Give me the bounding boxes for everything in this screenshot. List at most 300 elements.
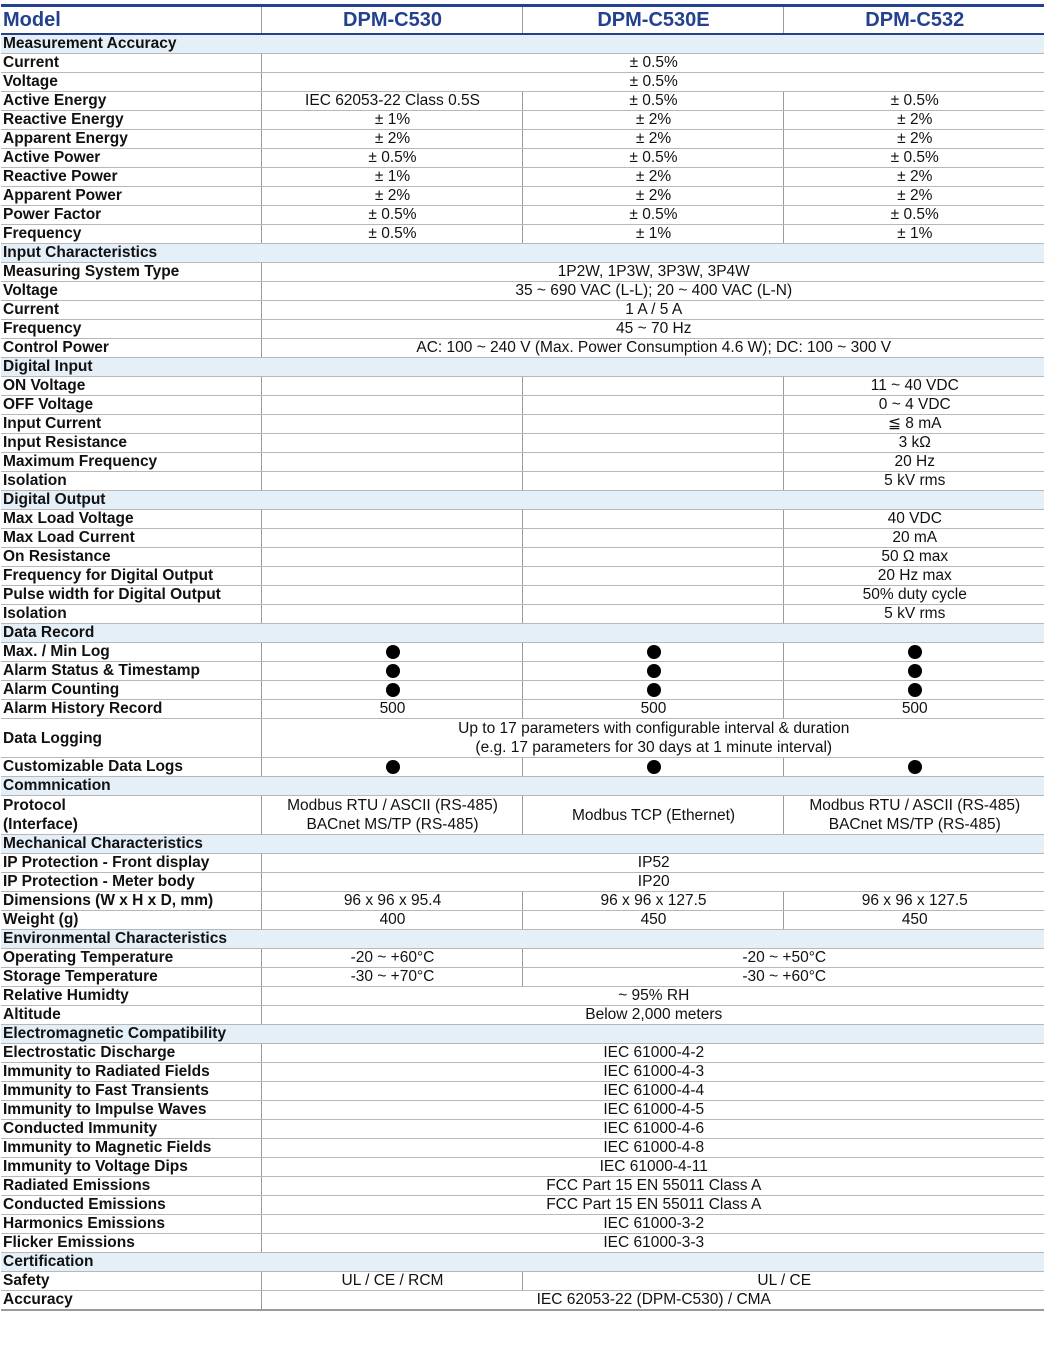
spec-value	[783, 453, 1044, 472]
spec-label-text: Frequency	[3, 320, 82, 337]
spec-value-text: 500	[901, 700, 928, 717]
spec-value	[261, 529, 522, 548]
spec-value	[783, 472, 1044, 491]
spec-row	[1, 510, 1044, 529]
spec-value	[261, 1291, 1044, 1311]
spec-value	[261, 605, 522, 624]
spec-label-text: Max. / Min Log	[3, 643, 110, 660]
spec-value	[261, 1082, 1044, 1101]
spec-value	[783, 892, 1044, 911]
spec-value	[522, 567, 783, 586]
spec-label-text: Power Factor	[3, 206, 102, 223]
spec-label-text: Protocol	[3, 797, 66, 814]
spec-label-text: Electrostatic Discharge	[3, 1044, 176, 1061]
spec-value	[783, 415, 1044, 434]
spec-label-text: Control Power	[3, 339, 109, 356]
supported-dot-icon	[908, 760, 922, 774]
spec-label	[1, 892, 261, 911]
spec-label	[1, 567, 261, 586]
spec-row	[1, 1215, 1044, 1234]
spec-value	[783, 225, 1044, 244]
spec-label-text: Harmonics Emissions	[3, 1215, 165, 1232]
spec-value	[783, 130, 1044, 149]
spec-row	[1, 415, 1044, 434]
spec-value	[261, 1272, 522, 1291]
spec-value	[261, 892, 522, 911]
spec-value-text: UL / CE	[757, 1272, 812, 1289]
spec-value-text: ± 2%	[635, 187, 672, 204]
supported-dot-icon	[386, 664, 400, 678]
spec-label-text: Reactive Energy	[3, 111, 124, 128]
spec-label	[1, 1158, 261, 1177]
model-column-header: DPM-C532	[783, 6, 1044, 35]
spec-value	[261, 434, 522, 453]
spec-value	[261, 968, 522, 987]
spec-label-text: Maximum Frequency	[3, 453, 158, 470]
spec-value	[783, 796, 1044, 835]
spec-value	[522, 681, 783, 700]
spec-label	[1, 263, 261, 282]
section-title: Commnication	[1, 777, 1044, 796]
spec-label-text: Pulse width for Digital Output	[3, 586, 221, 603]
spec-value-text: IEC 61000-4-5	[603, 1101, 705, 1118]
spec-row	[1, 1006, 1044, 1025]
spec-row	[1, 911, 1044, 930]
spec-value-text: 96 x 96 x 127.5	[600, 892, 707, 909]
spec-label-text: Conducted Immunity	[3, 1120, 158, 1137]
spec-value-text: ± 1%	[635, 225, 672, 242]
spec-value	[522, 892, 783, 911]
spec-row	[1, 1177, 1044, 1196]
spec-row	[1, 149, 1044, 168]
spec-row	[1, 758, 1044, 777]
spec-label-text: Voltage	[3, 73, 58, 90]
spec-value-text: 5 kV rms	[884, 605, 946, 622]
spec-value-text: ± 0.5%	[890, 149, 939, 166]
spec-value	[522, 187, 783, 206]
spec-value	[261, 1006, 1044, 1025]
section-input-characteristics	[1, 244, 1044, 263]
spec-row	[1, 54, 1044, 73]
spec-value	[261, 73, 1044, 92]
spec-value	[522, 415, 783, 434]
spec-label	[1, 758, 261, 777]
spec-value-text: -30 ~ +70°C	[350, 968, 435, 985]
spec-label-text: Measuring System Type	[3, 263, 180, 280]
spec-label-text: Conducted Emissions	[3, 1196, 166, 1213]
spec-value	[783, 911, 1044, 930]
spec-label-text: Current	[3, 301, 59, 318]
spec-value	[261, 911, 522, 930]
spec-label	[1, 396, 261, 415]
spec-label-text: Customizable Data Logs	[3, 758, 183, 775]
spec-label	[1, 92, 261, 111]
spec-row	[1, 1063, 1044, 1082]
spec-value	[261, 415, 522, 434]
spec-label	[1, 529, 261, 548]
spec-value	[261, 149, 522, 168]
spec-value-text: 45 ~ 70 Hz	[616, 320, 692, 337]
spec-value-text: 96 x 96 x 127.5	[861, 892, 968, 909]
spec-label-text: Current	[3, 54, 59, 71]
spec-label	[1, 149, 261, 168]
spec-value	[522, 968, 1044, 987]
spec-value	[783, 434, 1044, 453]
spec-value	[261, 643, 522, 662]
spec-label	[1, 1139, 261, 1158]
spec-label	[1, 472, 261, 491]
spec-value	[261, 1063, 1044, 1082]
spec-value	[261, 225, 522, 244]
spec-value	[522, 206, 783, 225]
spec-label	[1, 987, 261, 1006]
spec-value-text: 20 Hz	[894, 453, 935, 470]
spec-value	[261, 758, 522, 777]
spec-label	[1, 1006, 261, 1025]
spec-value-text: 400	[379, 911, 406, 928]
spec-value	[522, 130, 783, 149]
spec-value-text: IP20	[637, 873, 670, 890]
spec-value-text: ± 1%	[374, 168, 411, 185]
spec-row	[1, 282, 1044, 301]
spec-value-text: 5 kV rms	[884, 472, 946, 489]
spec-value	[261, 1215, 1044, 1234]
spec-value-text: Modbus TCP (Ethernet)	[571, 806, 736, 824]
spec-table	[1, 4, 1044, 1311]
section-title: Data Record	[1, 624, 1044, 643]
spec-value	[261, 472, 522, 491]
spec-value	[783, 605, 1044, 624]
spec-value	[522, 92, 783, 111]
spec-label	[1, 643, 261, 662]
spec-value	[261, 92, 522, 111]
spec-value	[783, 510, 1044, 529]
spec-label-text: Flicker Emissions	[3, 1234, 135, 1251]
spec-value-text: 96 x 96 x 95.4	[343, 892, 442, 909]
spec-label-text: Immunity to Impulse Waves	[3, 1101, 207, 1118]
spec-value	[522, 377, 783, 396]
spec-value	[261, 130, 522, 149]
spec-label	[1, 1291, 261, 1311]
spec-row	[1, 529, 1044, 548]
spec-row	[1, 73, 1044, 92]
spec-value	[522, 434, 783, 453]
spec-value	[261, 1101, 1044, 1120]
supported-dot-icon	[386, 645, 400, 659]
spec-label	[1, 1120, 261, 1139]
spec-value	[783, 586, 1044, 605]
spec-value-text: -30 ~ +60°C	[742, 968, 827, 985]
spec-value-text: IEC 61000-3-3	[603, 1234, 705, 1251]
spec-label-text: Relative Humidty	[3, 987, 129, 1004]
spec-row	[1, 1158, 1044, 1177]
section-title: Measurement Accuracy	[1, 34, 1044, 54]
spec-label	[1, 434, 261, 453]
spec-value	[783, 681, 1044, 700]
spec-value-text: IP52	[637, 854, 670, 871]
spec-value-text: IEC 61000-4-4	[603, 1082, 705, 1099]
spec-value	[261, 949, 522, 968]
spec-value-text: -20 ~ +60°C	[350, 949, 435, 966]
spec-label-text: Isolation	[3, 472, 67, 489]
section-title: Digital Input	[1, 358, 1044, 377]
spec-label-text: (Interface)	[3, 816, 78, 833]
spec-label	[1, 719, 261, 758]
spec-value	[261, 339, 1044, 358]
spec-value-text: ± 2%	[897, 130, 933, 147]
spec-value-text: ± 2%	[897, 187, 933, 204]
spec-value-text: FCC Part 15 EN 55011 Class A	[546, 1196, 762, 1213]
spec-label	[1, 453, 261, 472]
spec-label-text: Immunity to Radiated Fields	[3, 1063, 210, 1080]
spec-value-text: ± 0.5%	[890, 206, 939, 223]
spec-label-text: Storage Temperature	[3, 968, 158, 985]
spec-value	[783, 643, 1044, 662]
spec-value	[261, 111, 522, 130]
spec-row	[1, 301, 1044, 320]
section-title: Certification	[1, 1253, 1044, 1272]
spec-value	[783, 187, 1044, 206]
spec-label-text: Weight (g)	[3, 911, 79, 928]
spec-value	[522, 225, 783, 244]
spec-row	[1, 1272, 1044, 1291]
spec-value	[522, 510, 783, 529]
spec-label-text: Alarm History Record	[3, 700, 163, 717]
spec-value	[261, 854, 1044, 873]
spec-row	[1, 968, 1044, 987]
spec-row	[1, 662, 1044, 681]
model-column-header: DPM-C530E	[522, 6, 783, 35]
supported-dot-icon	[386, 760, 400, 774]
spec-value-text: 1P2W, 1P3W, 3P3W, 3P4W	[557, 263, 750, 280]
spec-label	[1, 1196, 261, 1215]
spec-label	[1, 605, 261, 624]
spec-value	[522, 548, 783, 567]
spec-row	[1, 873, 1044, 892]
spec-label	[1, 1101, 261, 1120]
spec-value-text: 3 kΩ	[898, 434, 931, 451]
spec-value	[261, 548, 522, 567]
spec-label-text: ON Voltage	[3, 377, 86, 394]
spec-row	[1, 187, 1044, 206]
spec-label	[1, 873, 261, 892]
spec-row	[1, 987, 1044, 1006]
spec-label-text: Max Load Voltage	[3, 510, 134, 527]
spec-row	[1, 1291, 1044, 1311]
spec-label-text: Alarm Counting	[3, 681, 120, 698]
spec-value	[261, 1234, 1044, 1253]
spec-label	[1, 225, 261, 244]
spec-label	[1, 73, 261, 92]
spec-label	[1, 949, 261, 968]
spec-value	[261, 453, 522, 472]
spec-value-text: IEC 61000-4-3	[603, 1063, 705, 1080]
spec-value-text: Modbus RTU / ASCII (RS-485)	[287, 797, 498, 814]
spec-value	[261, 377, 522, 396]
spec-value-text: IEC 61000-3-2	[603, 1215, 705, 1232]
spec-value-text: ± 2%	[374, 187, 411, 204]
spec-value-text: BACnet MS/TP (RS-485)	[828, 816, 1001, 833]
spec-row	[1, 453, 1044, 472]
spec-value-text: 11 ~ 40 VDC	[870, 377, 959, 394]
spec-value	[261, 987, 1044, 1006]
spec-row	[1, 700, 1044, 719]
section-title: Mechanical Characteristics	[1, 835, 1044, 854]
spec-value-text: ± 0.5%	[368, 149, 417, 166]
spec-row	[1, 225, 1044, 244]
section-measurement-accuracy	[1, 34, 1044, 54]
spec-value-text: IEC 61000-4-2	[603, 1044, 705, 1061]
spec-row	[1, 796, 1044, 835]
spec-label-text: Input Resistance	[3, 434, 128, 451]
spec-label	[1, 1234, 261, 1253]
section-environmental-characteristics	[1, 930, 1044, 949]
section-commnication	[1, 777, 1044, 796]
spec-value-text: ± 2%	[897, 168, 933, 185]
spec-value-text: Up to 17 parameters with configurable interval & duration	[458, 720, 850, 737]
supported-dot-icon	[908, 645, 922, 659]
spec-label	[1, 548, 261, 567]
spec-row	[1, 1120, 1044, 1139]
spec-row	[1, 168, 1044, 187]
spec-value	[522, 529, 783, 548]
spec-value	[783, 149, 1044, 168]
spec-label	[1, 130, 261, 149]
spec-label	[1, 1215, 261, 1234]
spec-value-text: 500	[640, 700, 667, 717]
spec-value-text: IEC 62053-22 Class 0.5S	[305, 92, 480, 109]
spec-value	[522, 700, 783, 719]
spec-value-text: ± 2%	[897, 111, 933, 128]
spec-value-text: UL / CE / RCM	[341, 1272, 444, 1289]
spec-label	[1, 700, 261, 719]
spec-label-text: Alarm Status & Timestamp	[3, 662, 200, 679]
spec-label	[1, 1272, 261, 1291]
section-certification	[1, 1253, 1044, 1272]
spec-label-text: Radiated Emissions	[3, 1177, 151, 1194]
spec-value-text: ± 0.5%	[629, 206, 678, 223]
spec-label-text: IP Protection - Front display	[3, 854, 210, 871]
spec-label	[1, 187, 261, 206]
spec-value-text: IEC 61000-4-8	[603, 1139, 705, 1156]
spec-value	[261, 681, 522, 700]
spec-label	[1, 510, 261, 529]
spec-label-text: Immunity to Magnetic Fields	[3, 1139, 212, 1156]
spec-label-text: OFF Voltage	[3, 396, 94, 413]
spec-value-text: ± 0.5%	[368, 225, 417, 242]
supported-dot-icon	[647, 683, 661, 697]
spec-label-text: Input Current	[3, 415, 102, 432]
spec-label-text: Active Power	[3, 149, 101, 166]
spec-row	[1, 320, 1044, 339]
spec-value-text: 50 Ω max	[881, 548, 949, 565]
spec-value	[783, 567, 1044, 586]
spec-row	[1, 681, 1044, 700]
spec-value	[522, 111, 783, 130]
spec-value-text: ± 0.5%	[629, 73, 678, 90]
spec-value	[783, 111, 1044, 130]
spec-row	[1, 643, 1044, 662]
section-digital-input	[1, 358, 1044, 377]
spec-value	[783, 662, 1044, 681]
spec-value	[522, 643, 783, 662]
spec-value-text: 35 ~ 690 VAC (L-L); 20 ~ 400 VAC (L-N)	[515, 282, 793, 299]
spec-label	[1, 854, 261, 873]
spec-value	[261, 719, 1044, 758]
spec-value-text: 450	[901, 911, 928, 928]
spec-label	[1, 1082, 261, 1101]
spec-label-text: Max Load Current	[3, 529, 135, 546]
section-data-record	[1, 624, 1044, 643]
spec-value	[783, 758, 1044, 777]
spec-label-text: Dimensions (W x H x D, mm)	[3, 892, 214, 909]
spec-label-text: Voltage	[3, 282, 58, 299]
spec-value	[261, 54, 1044, 73]
spec-row	[1, 263, 1044, 282]
spec-label-text: Reactive Power	[3, 168, 118, 185]
spec-label-text: Frequency	[3, 225, 82, 242]
spec-value	[522, 453, 783, 472]
spec-value-text: 50% duty cycle	[862, 586, 967, 603]
spec-label-text: Frequency for Digital Output	[3, 567, 214, 584]
spec-label	[1, 1177, 261, 1196]
spec-row	[1, 605, 1044, 624]
model-header: Model	[1, 6, 261, 35]
spec-label-text: Altitude	[3, 1006, 61, 1023]
spec-value-text: ± 1%	[897, 225, 933, 242]
spec-row	[1, 1234, 1044, 1253]
section-title: Digital Output	[1, 491, 1044, 510]
spec-label-text: IP Protection - Meter body	[3, 873, 195, 890]
supported-dot-icon	[647, 664, 661, 678]
spec-row	[1, 472, 1044, 491]
spec-value	[522, 586, 783, 605]
spec-label-text: Immunity to Fast Transients	[3, 1082, 209, 1099]
spec-row	[1, 111, 1044, 130]
spec-value-text: Below 2,000 meters	[585, 1006, 723, 1023]
spec-value	[261, 586, 522, 605]
spec-label-text: Apparent Power	[3, 187, 122, 204]
spec-value	[522, 949, 1044, 968]
supported-dot-icon	[908, 683, 922, 697]
spec-row	[1, 586, 1044, 605]
spec-label	[1, 339, 261, 358]
spec-label	[1, 681, 261, 700]
spec-value	[261, 700, 522, 719]
spec-value-text: ≦ 8 mA	[888, 415, 942, 432]
spec-value	[261, 206, 522, 225]
section-title: Input Characteristics	[1, 244, 1044, 263]
spec-value	[522, 911, 783, 930]
spec-value-text: FCC Part 15 EN 55011 Class A	[546, 1177, 762, 1194]
spec-row	[1, 1082, 1044, 1101]
supported-dot-icon	[386, 683, 400, 697]
spec-value	[522, 796, 783, 835]
spec-row	[1, 434, 1044, 453]
spec-value	[783, 700, 1044, 719]
spec-value-text: ± 0.5%	[629, 149, 678, 166]
spec-value	[783, 529, 1044, 548]
supported-dot-icon	[647, 645, 661, 659]
spec-value	[261, 662, 522, 681]
spec-label-text: Data Logging	[3, 729, 103, 747]
spec-row	[1, 1139, 1044, 1158]
spec-label-text: Immunity to Voltage Dips	[3, 1158, 188, 1175]
spec-value	[261, 873, 1044, 892]
spec-row	[1, 1101, 1044, 1120]
spec-value	[261, 1120, 1044, 1139]
spec-value	[261, 796, 522, 835]
